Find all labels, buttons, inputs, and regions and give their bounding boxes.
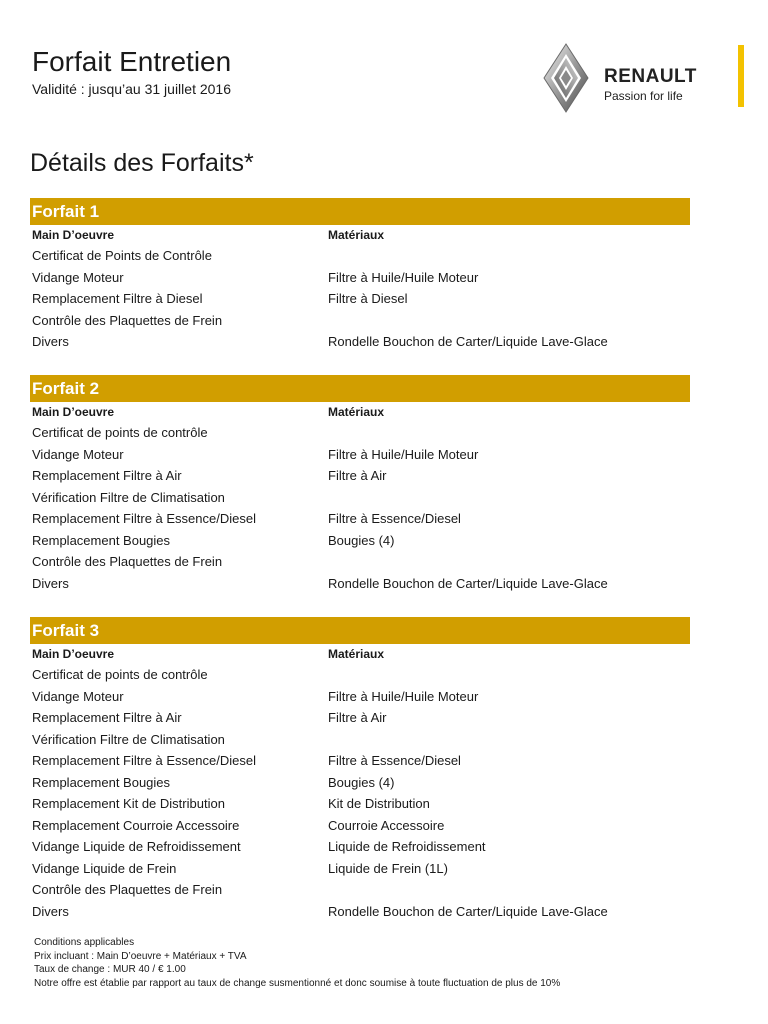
column-headers xyxy=(30,225,690,245)
labor-cell: Contrôle des Plaquettes de Frein xyxy=(32,882,223,897)
table-row xyxy=(30,573,690,595)
labor-cell: Contrôle des Plaquettes de Frein xyxy=(32,554,223,569)
labor-column-header: Main D’oeuvre xyxy=(32,228,115,242)
table-row xyxy=(30,750,690,772)
table-row xyxy=(30,508,690,530)
column-headers xyxy=(30,402,690,422)
labor-cell: Remplacement Bougies xyxy=(32,774,171,790)
materials-cell: Bougies (4) xyxy=(328,532,395,548)
materials-column-header: Matériaux xyxy=(328,228,385,242)
materials-cell: Liquide de Refroidissement xyxy=(328,839,486,854)
page-title: Forfait Entretien xyxy=(32,46,232,77)
labor-cell: Contrôle des Plaquettes de Frein xyxy=(32,312,223,328)
materials-column-header: Matériaux xyxy=(328,405,385,419)
table-row xyxy=(30,707,690,729)
labor-cell: Certificat de points de contrôle xyxy=(32,667,208,682)
labor-cell: Vidange Moteur xyxy=(32,688,124,704)
labor-cell: Vidange Liquide de Refroidissement xyxy=(32,839,241,854)
conditions-heading: Conditions applicables xyxy=(34,937,135,948)
table-row xyxy=(30,729,690,751)
labor-cell: Vidange Moteur xyxy=(32,269,124,285)
labor-cell: Remplacement Filtre à Diesel xyxy=(32,291,203,306)
labor-cell: Vérification Filtre de Climatisation xyxy=(32,731,225,747)
materials-cell: Courroie Accessoire xyxy=(328,817,445,833)
labor-cell: Divers xyxy=(32,575,69,591)
table-row xyxy=(30,793,690,815)
table-row xyxy=(30,444,690,466)
section-title: Détails des Forfaits* xyxy=(30,149,254,177)
exchange-rate-note: Taux de change : MUR 40 / € 1.00 xyxy=(34,964,186,975)
table-row xyxy=(30,310,690,332)
materials-cell: Filtre à Diesel xyxy=(328,291,408,306)
forfait-block-3 xyxy=(30,617,690,922)
labor-cell: Divers xyxy=(32,334,69,349)
materials-cell: Filtre à Air xyxy=(328,468,387,483)
labor-cell: Certificat de points de contrôle xyxy=(32,425,208,440)
table-row xyxy=(30,836,690,858)
price-includes-note: Prix incluant : Main D’oeuvre + Matériaux + TVA xyxy=(34,950,247,962)
labor-cell: Vidange Moteur xyxy=(32,446,124,462)
forfait-block-2 xyxy=(30,375,690,594)
labor-cell: Remplacement Kit de Distribution xyxy=(32,796,225,811)
materials-cell: Filtre à Essence/Diesel xyxy=(328,753,461,768)
materials-cell: Liquide de Frein (1L) xyxy=(328,860,448,876)
materials-cell: Filtre à Huile/Huile Moteur xyxy=(328,688,479,704)
labor-column-header: Main D’oeuvre xyxy=(32,647,115,661)
brand-block xyxy=(542,42,722,114)
table-row xyxy=(30,288,690,310)
table-row xyxy=(30,858,690,880)
table-row xyxy=(30,245,690,267)
table-row xyxy=(30,487,690,509)
forfait-header: Forfait 2 xyxy=(30,375,690,402)
column-headers xyxy=(30,644,690,664)
labor-cell: Remplacement Filtre à Air xyxy=(32,710,182,725)
materials-cell: Filtre à Air xyxy=(328,710,387,725)
labor-cell: Divers xyxy=(32,903,69,919)
labor-cell: Certificat de Points de Contrôle xyxy=(32,248,212,263)
table-row xyxy=(30,465,690,487)
materials-cell: Rondelle Bouchon de Carter/Liquide Lave-Glace xyxy=(328,575,608,591)
table-row xyxy=(30,879,690,901)
materials-cell: Rondelle Bouchon de Carter/Liquide Lave-Glace xyxy=(328,903,608,919)
brand-name: RENAULT xyxy=(604,66,697,87)
table-row xyxy=(30,901,690,923)
materials-column-header: Matériaux xyxy=(328,647,385,661)
table-row xyxy=(30,530,690,552)
table-row xyxy=(30,686,690,708)
forfait-header: Forfait 3 xyxy=(30,617,690,644)
materials-cell: Filtre à Huile/Huile Moteur xyxy=(328,446,479,462)
labor-cell: Vidange Liquide de Frein xyxy=(32,860,177,876)
forfait-header: Forfait 1 xyxy=(30,198,690,225)
table-row xyxy=(30,267,690,289)
renault-diamond-icon xyxy=(542,42,590,114)
labor-cell: Remplacement Bougies xyxy=(32,532,171,548)
brand-tagline: Passion for life xyxy=(604,89,683,103)
brand-accent-bar xyxy=(738,45,744,107)
materials-cell: Kit de Distribution xyxy=(328,796,430,811)
table-row xyxy=(30,422,690,444)
labor-cell: Remplacement Filtre à Essence/Diesel xyxy=(32,511,256,526)
forfait-block-1 xyxy=(30,198,690,353)
validity-date: Validité : jusqu’au 31 juillet 2016 xyxy=(32,81,231,97)
labor-cell: Remplacement Filtre à Essence/Diesel xyxy=(32,753,256,768)
table-row xyxy=(30,772,690,794)
table-row xyxy=(30,815,690,837)
materials-cell: Filtre à Essence/Diesel xyxy=(328,511,461,526)
table-row xyxy=(30,331,690,353)
materials-cell: Filtre à Huile/Huile Moteur xyxy=(328,269,479,285)
labor-cell: Remplacement Filtre à Air xyxy=(32,468,182,483)
conditions-notes xyxy=(34,936,560,990)
materials-cell: Rondelle Bouchon de Carter/Liquide Lave-Glace xyxy=(328,334,608,349)
table-row xyxy=(30,551,690,573)
labor-cell: Remplacement Courroie Accessoire xyxy=(32,817,240,833)
labor-column-header: Main D’oeuvre xyxy=(32,405,115,419)
fluctuation-note: Notre offre est établie par rapport au taux de change susmentionné et donc soumise à toute fluctuation de plus de 10% xyxy=(34,977,561,989)
labor-cell: Vérification Filtre de Climatisation xyxy=(32,489,225,505)
materials-cell: Bougies (4) xyxy=(328,774,395,790)
table-row xyxy=(30,664,690,686)
